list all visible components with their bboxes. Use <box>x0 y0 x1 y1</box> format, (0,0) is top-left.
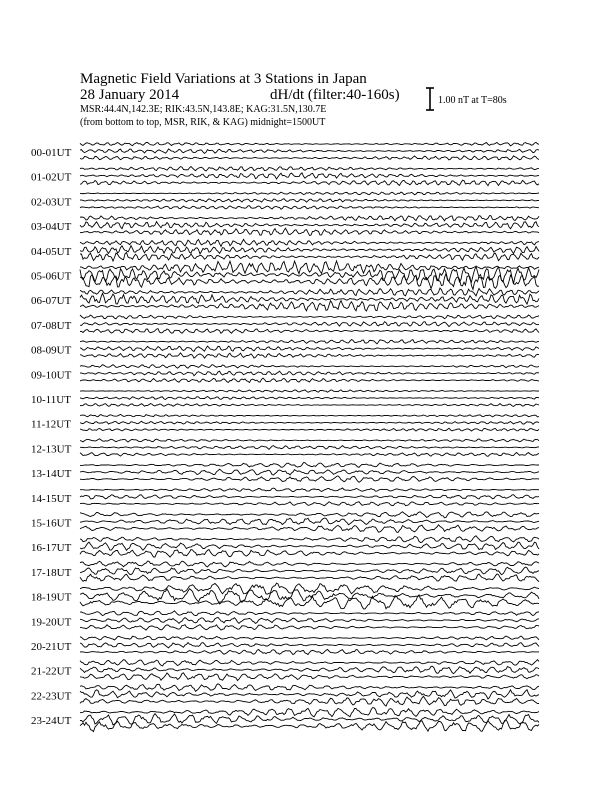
trace-rik <box>80 446 539 450</box>
trace-kag <box>80 536 539 543</box>
hour-label: 23-24UT <box>31 715 72 728</box>
trace-rik <box>80 690 539 699</box>
trace-msr <box>80 353 539 358</box>
hour-label: 16-17UT <box>31 542 72 555</box>
trace-rik <box>80 246 539 254</box>
trace-msr <box>80 253 539 262</box>
trace-msr <box>80 650 539 655</box>
trace-rik <box>80 199 539 202</box>
trace-kag <box>80 684 539 692</box>
trace-kag <box>80 512 539 518</box>
trace-rik <box>80 322 539 327</box>
trace-rik <box>80 469 539 475</box>
hour-label: 06-07UT <box>31 295 72 308</box>
hour-label: 18-19UT <box>31 591 72 604</box>
trace-rik <box>80 173 539 179</box>
trace-msr <box>80 378 539 382</box>
trace-rik <box>80 397 539 400</box>
hour-label: 07-08UT <box>31 319 72 332</box>
scale-label: 1.00 nT at T=80s <box>438 95 507 106</box>
trace-msr <box>80 574 539 582</box>
trace-msr <box>80 595 539 609</box>
station-order-note: (from bottom to top, MSR, RIK, & KAG) midnight=1500UT <box>80 117 326 128</box>
trace-kag <box>80 636 539 640</box>
trace-kag <box>80 583 539 594</box>
trace-kag <box>80 611 539 616</box>
trace-rik <box>80 222 539 229</box>
trace-kag <box>80 315 539 319</box>
trace-msr <box>80 156 539 160</box>
trace-rik <box>80 542 539 550</box>
trace-msr <box>80 720 539 732</box>
hour-label: 11-12UT <box>31 418 71 431</box>
trace-rik <box>80 421 539 424</box>
trace-msr <box>80 206 539 210</box>
hour-label: 15-16UT <box>31 517 72 530</box>
trace-rik <box>80 346 539 351</box>
trace-kag <box>80 239 539 246</box>
hour-label: 02-03UT <box>31 196 72 209</box>
trace-rik <box>80 666 539 673</box>
trace-kag <box>80 708 539 717</box>
trace-msr <box>80 329 539 334</box>
chart-title: Magnetic Field Variations at 3 Stations in Japan <box>80 71 367 87</box>
trace-rik <box>80 617 539 623</box>
hour-label: 13-14UT <box>31 468 72 481</box>
trace-kag <box>80 439 539 442</box>
hour-label: 01-02UT <box>31 171 72 184</box>
hour-label: 20-21UT <box>31 641 72 653</box>
hour-label: 19-20UT <box>31 616 72 629</box>
hour-label: 22-23UT <box>31 690 72 703</box>
trace-kag <box>80 365 539 369</box>
trace-kag <box>80 340 539 344</box>
trace-kag <box>80 390 539 392</box>
hour-label: 08-09UT <box>31 344 72 357</box>
hour-label: 00-01UT <box>31 147 72 159</box>
trace-msr <box>80 625 539 631</box>
hour-label: 03-04UT <box>31 221 72 234</box>
hour-label: 14-15UT <box>31 492 72 505</box>
trace-msr <box>80 502 539 506</box>
trace-rik <box>80 567 539 575</box>
trace-rik <box>80 495 539 499</box>
trace-kag <box>80 561 539 567</box>
trace-rik <box>80 518 539 525</box>
trace-rik <box>80 293 539 304</box>
trace-kag <box>80 167 539 171</box>
trace-msr <box>80 228 539 235</box>
trace-kag <box>80 488 539 492</box>
trace-rik <box>80 589 539 604</box>
trace-rik <box>80 149 539 154</box>
chart-date: 28 January 2014 <box>80 87 180 103</box>
hour-label: 10-11UT <box>31 394 71 406</box>
trace-kag <box>80 142 539 146</box>
trace-kag <box>80 192 539 195</box>
trace-rik <box>80 371 539 376</box>
station-coordinates: MSR:44.4N,142.3E; RIK:43.5N,143.8E; KAG:31.5N,130.7E <box>80 104 327 115</box>
trace-msr <box>80 428 539 431</box>
hour-label: 21-22UT <box>31 665 72 678</box>
trace-msr <box>80 550 539 558</box>
trace-msr <box>80 696 539 706</box>
hour-label: 12-13UT <box>31 443 72 456</box>
hour-label: 09-10UT <box>31 369 72 382</box>
trace-rik <box>80 643 539 648</box>
hour-label: 04-05UT <box>31 245 72 258</box>
trace-msr <box>80 476 539 482</box>
trace-kag <box>80 463 539 468</box>
trace-kag <box>80 414 539 417</box>
trace-msr <box>80 180 539 186</box>
trace-msr <box>80 525 539 533</box>
chart-filter: dH/dt (filter:40-160s) <box>270 87 400 103</box>
trace-msr <box>80 453 539 457</box>
hour-label: 05-06UT <box>31 270 72 283</box>
trace-kag <box>80 288 539 296</box>
trace-kag <box>80 216 539 221</box>
trace-kag <box>80 660 539 666</box>
hour-label: 17-18UT <box>31 566 72 579</box>
trace-msr <box>80 404 539 407</box>
trace-kag <box>80 261 539 274</box>
trace-msr <box>80 673 539 681</box>
